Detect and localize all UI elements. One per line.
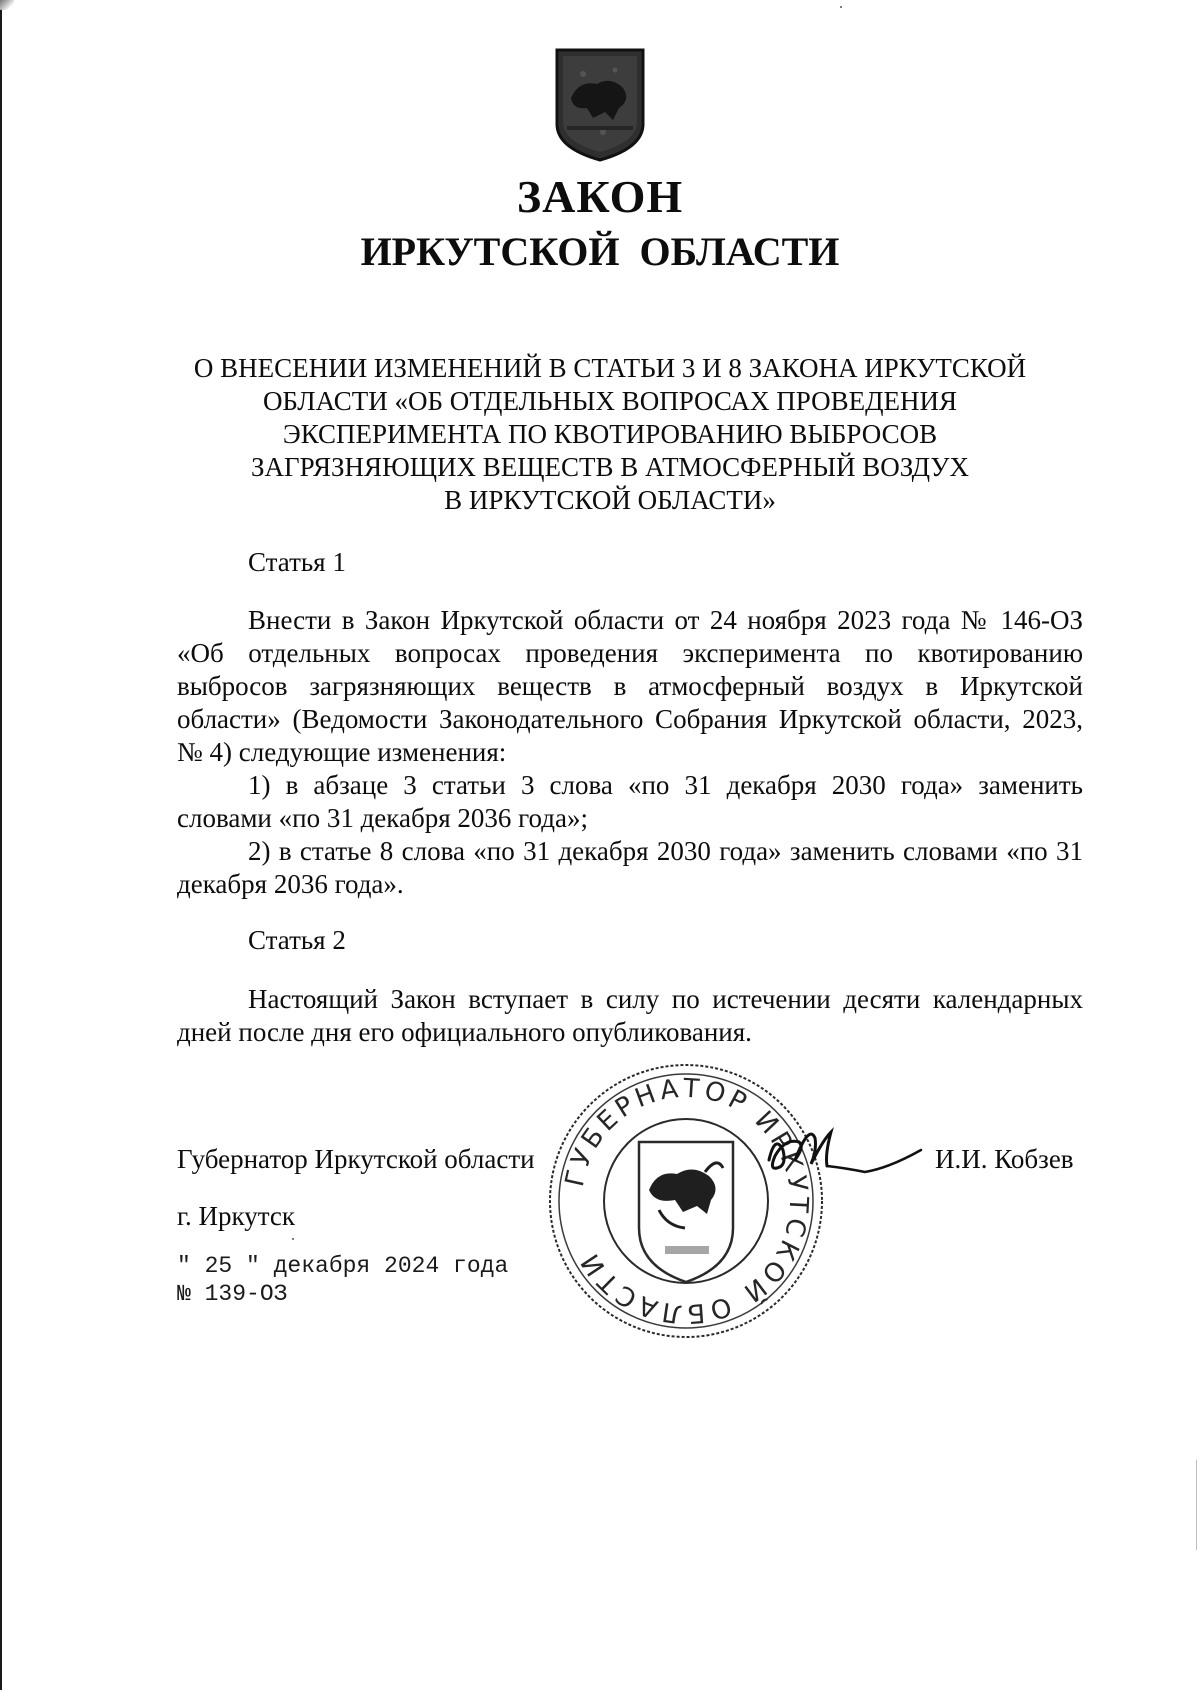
- signing-date: " 25 " декабря 2024 года: [177, 1253, 509, 1279]
- article-1-item-2: 2) в статье 8 слова «по 31 декабря 2030 года» заменить словами «по 31 декабря 2036 года».: [177, 836, 1083, 899]
- coat-of-arms-emblem-icon: [553, 46, 647, 162]
- heading-line: ЗАГРЯЗНЯЮЩИХ ВЕЩЕСТВ В АТМОСФЕРНЫЙ ВОЗДУХ: [251, 452, 969, 482]
- heading-line: ОБЛАСТИ «ОБ ОТДЕЛЬНЫХ ВОПРОСАХ ПРОВЕДЕНИЯ: [262, 386, 958, 416]
- svg-text:ГУБЕРНАТОР ИРКУТСКОЙ ОБЛАСТИ: ГУБЕРНАТОР ИРКУТСКОЙ ОБЛАСТИ: [559, 1073, 814, 1329]
- scan-edge-right: [1196, 1460, 1197, 1550]
- handwritten-signature-icon: [765, 1120, 925, 1180]
- heading-line: В ИРКУТСКОЙ ОБЛАСТИ»: [444, 485, 776, 515]
- document-subtitle: ИРКУТСКОЙ ОБЛАСТИ: [360, 229, 840, 274]
- heading-line: ЭКСПЕРИМЕНТА ПО КВОТИРОВАНИЮ ВЫБРОСОВ: [282, 419, 938, 449]
- article-2-label: Статья 2: [248, 925, 346, 955]
- scan-corner-artifact: [0, 0, 14, 10]
- law-heading: [150, 352, 1070, 517]
- document-title: ЗАКОН: [516, 171, 684, 222]
- article-1-label: Статья 1: [248, 547, 346, 577]
- signatory-name: И.И. Кобзев: [935, 1144, 1074, 1174]
- heading-line: О ВНЕСЕНИИ ИЗМЕНЕНИЙ В СТАТЬИ 3 И 8 ЗАКОНА ИРКУТСКОЙ: [193, 353, 1027, 383]
- scan-speck: [840, 6, 842, 8]
- article-2-text: Настоящий Закон вступает в силу по истечении десяти календарных дней после дня его официального опубликования.: [177, 984, 1083, 1047]
- signatory-position: Губернатор Иркутской области: [177, 1144, 535, 1174]
- place-of-signing: г. Иркутск: [177, 1201, 295, 1231]
- article-1-item-1: 1) в абзаце 3 статьи 3 слова «по 31 декабря 2030 года» заменить словами «по 31 декабря 2036 года»;: [177, 770, 1083, 833]
- article-1-intro: Внести в Закон Иркутской области от 24 ноября 2023 года № 146-ОЗ «Об отдельных вопросах проведения эксперимента по квотированию выбросов загрязняющих веществ в атмосферный воздух в Иркутской области» (Ведомости Законодательного Собрания Иркутской области, 2023, № 4) следующие изменения:: [177, 605, 1083, 767]
- scan-speck: [292, 1238, 294, 1240]
- law-number: № 139-ОЗ: [177, 1281, 288, 1307]
- governor-seal-icon: [545, 1060, 827, 1342]
